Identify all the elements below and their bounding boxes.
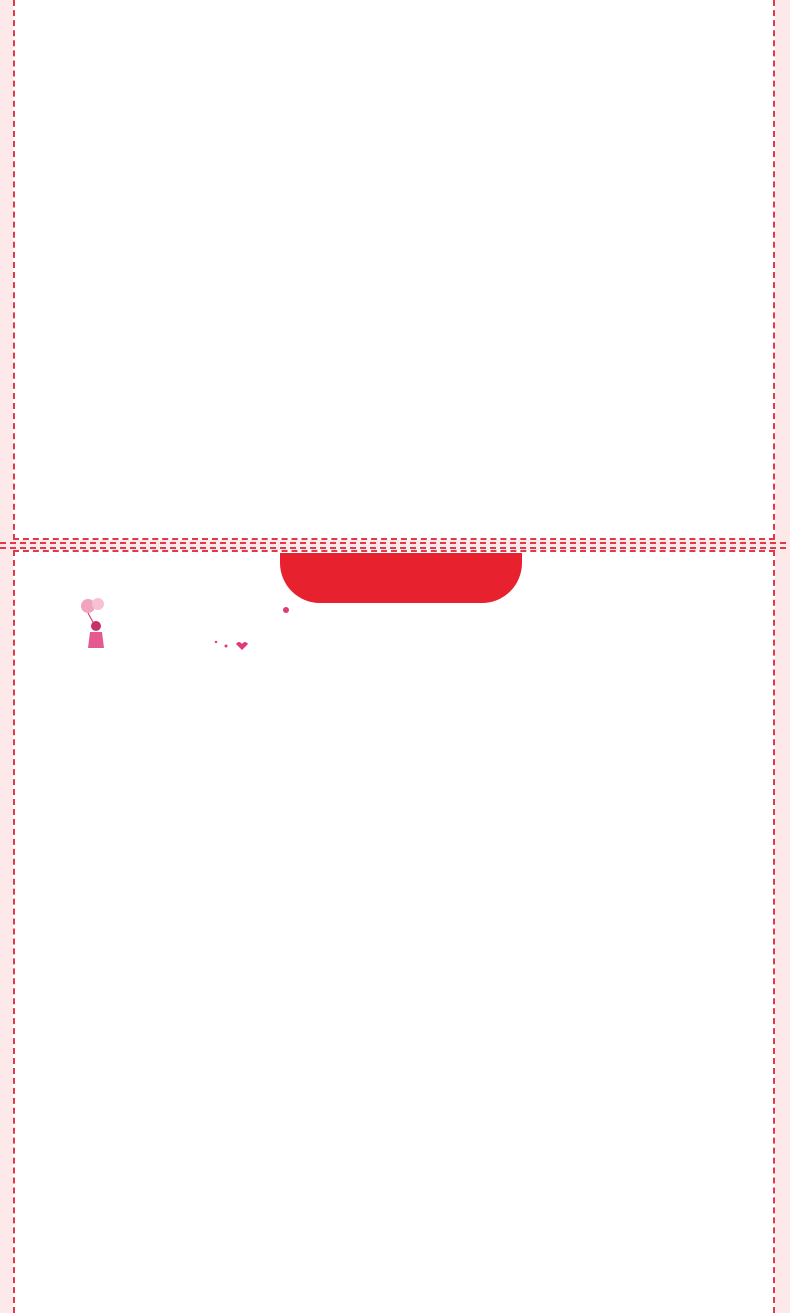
- section-banner: [280, 553, 522, 603]
- bottom-panel: [13, 550, 775, 1313]
- dashed-separator: [0, 540, 790, 550]
- girl-balloon-logo-icon: [76, 598, 296, 654]
- top-panel: [13, 0, 775, 540]
